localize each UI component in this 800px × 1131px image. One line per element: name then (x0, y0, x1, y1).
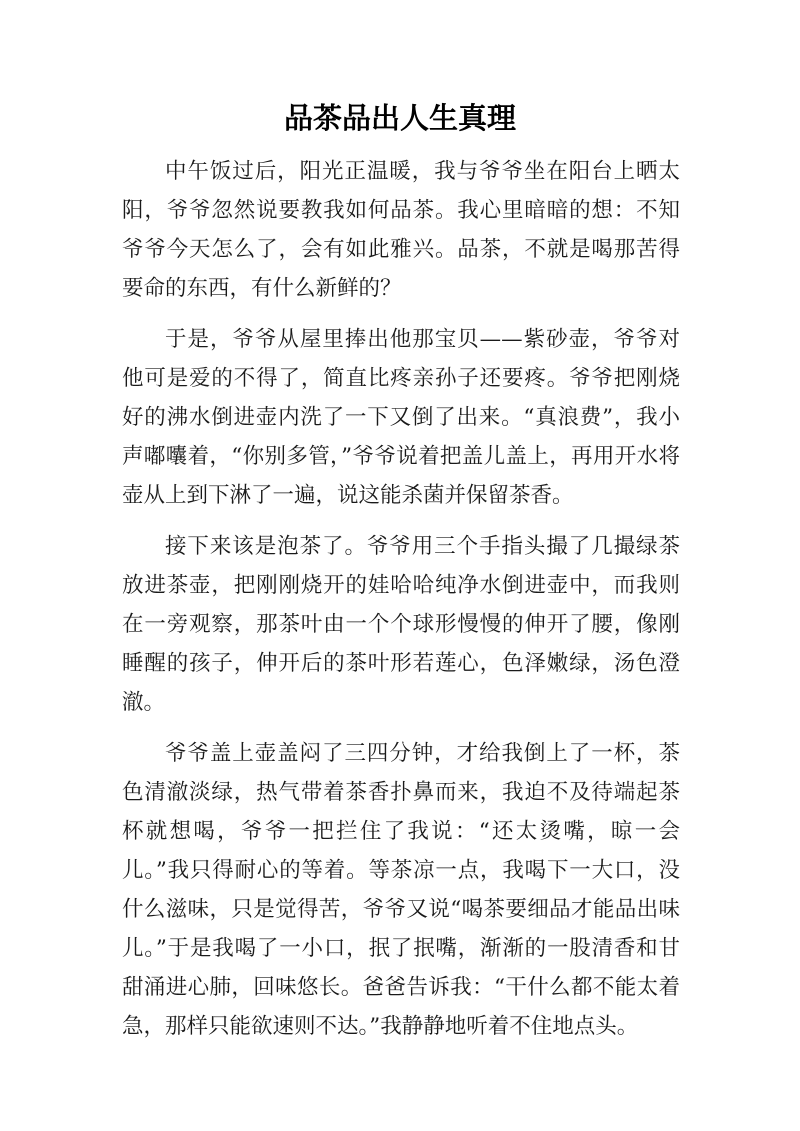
document-body (122, 152, 680, 1058)
paragraph: 爷爷盖上壶盖闷了三四分钟，才给我倒上了一杯，茶色清澈淡绿，热气带着茶香扑鼻而来，我迫不及待端起茶杯就想喝，爷爷一把拦住了我说：“还太烫嘴，晾一会儿。”我只得耐心的等着。等茶凉一点，我喝下一大口，没什么滋味，只是觉得苦，爷爷又说“喝茶要细品才能品出味儿。”于是我喝了一小口，抿了抿嘴，渐渐的一股清香和甘甜涌进心肺，回味悠长。爸爸告诉我：“干什么都不能太着急，那样只能欲速则不达。”我静静地听着不住地点头。 (122, 741, 680, 1039)
paragraph: 接下来该是泡茶了。爷爷用三个手指头撮了几撮绿茶放进茶壶，把刚刚烧开的娃哈哈纯净水倒进壶中，而我则在一旁观察，那茶叶由一个个球形慢慢的伸开了腰，像刚睡醒的孩子，伸开后的茶叶形若莲心，色泽嫩绿，汤色澄澈。 (122, 534, 680, 715)
paragraph: 于是，爷爷从屋里捧出他那宝贝——紫砂壶，爷爷对他可是爱的不得了，简直比疼亲孙子还要疼。爷爷把刚烧好的沸水倒进壶内洗了一下又倒了出来。“真浪费”，我小声嘟囔着，“你别多管，”爷爷说着把盖儿盖上，再用开水将壶从上到下淋了一遍，说这能杀菌并保留茶香。 (122, 327, 680, 508)
paragraph: 中午饭过后，阳光正温暖，我与爷爷坐在阳台上晒太阳，爷爷忽然说要教我如何品茶。我心里暗暗的想：不知爷爷今天怎么了，会有如此雅兴。品茶，不就是喝那苦得要命的东西，有什么新鲜的？ (122, 159, 680, 301)
document-title: 品茶品出人生真理 (283, 101, 516, 135)
